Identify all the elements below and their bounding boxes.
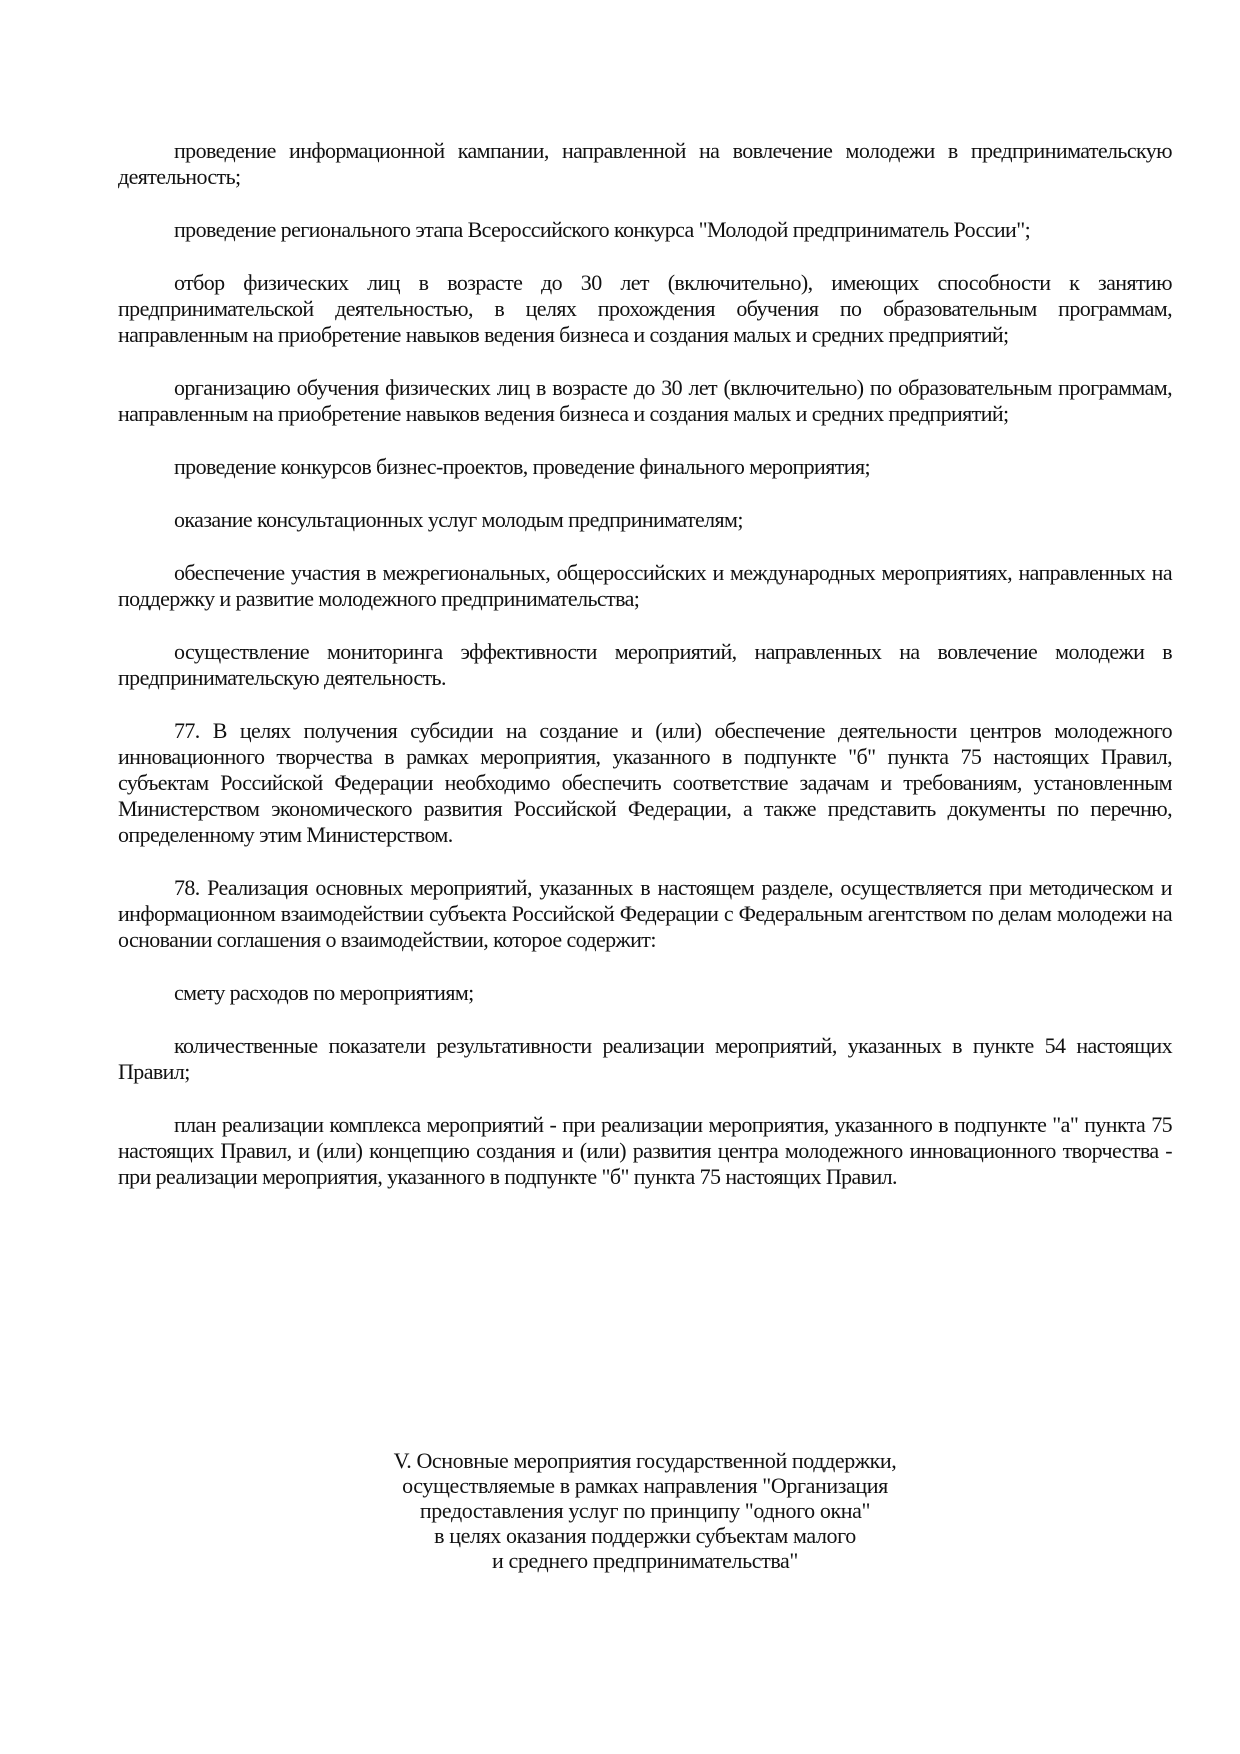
section-heading-line: осуществляемые в рамках направления "Организация	[402, 1473, 888, 1498]
paragraph-regional-contest: проведение регионального этапа Всероссийского конкурса "Молодой предприниматель России";	[174, 217, 1031, 242]
paragraph-selection-individuals: отбор физических лиц в возрасте до 30 лет (включительно), имеющих способности к занятию предпринимательской деятельностью, в целях прохождения обучения по образовательным программам, направленным на приобретение навыков ведения бизнеса и создания малых и средних предприятий;	[118, 270, 1172, 347]
paragraph-implementation-plan: план реализации комплекса мероприятий - при реализации мероприятия, указанного в подпункте "а" пункта 75 настоящих Правил, и (или) концепцию создания и (или) развития центра молодежного инновационного творчества - при реализации мероприятия, указанного в подпункте "б" пункта 75 настоящих Правил.	[118, 1112, 1172, 1189]
paragraph-event-participation: обеспечение участия в межрегиональных, общероссийских и международных мероприятиях, направленных на поддержку и развитие молодежного предпринимательства;	[118, 560, 1172, 611]
section-heading-line: и среднего предпринимательства"	[492, 1548, 798, 1573]
paragraph-monitoring: осуществление мониторинга эффективности мероприятий, направленных на вовлечение молодежи в предпринимательскую деятельность.	[118, 639, 1172, 690]
paragraph-business-project-contests: проведение конкурсов бизнес-проектов, проведение финального мероприятия;	[174, 454, 870, 479]
paragraph-clause-77: 77. В целях получения субсидии на создание и (или) обеспечение деятельности центров молодежного инновационного творчества в рамках мероприятия, указанного в подпункте "б" пункта 75 настоящих Правил, субъектам Российской Федерации необходимо обеспечить соответствие задачам и требованиям, установленным Министерством экономического развития Российской Федерации, а также представить документы по перечню, определенному этим Министерством.	[118, 718, 1172, 847]
paragraph-training-organization: организацию обучения физических лиц в возрасте до 30 лет (включительно) по образовательным программам, направленным на приобретение навыков ведения бизнеса и создания малых и средних предприятий;	[118, 375, 1172, 426]
paragraph-consulting-services: оказание консультационных услуг молодым предпринимателям;	[174, 507, 743, 532]
paragraph-cost-estimate: смету расходов по мероприятиям;	[174, 980, 474, 1005]
section-heading-line: предоставления услуг по принципу "одного окна"	[419, 1498, 871, 1523]
paragraph-quantitative-indicators: количественные показатели результативности реализации мероприятий, указанных в пункте 54 настоящих Правил;	[118, 1033, 1172, 1084]
paragraph-info-campaign: проведение информационной кампании, направленной на вовлечение молодежи в предпринимательскую деятельность;	[118, 138, 1172, 189]
document-body	[118, 138, 1172, 1217]
section-heading-line: V. Основные мероприятия государственной поддержки,	[393, 1448, 897, 1473]
section-heading-line: в целях оказания поддержки субъектам малого	[434, 1523, 856, 1548]
paragraph-clause-78: 78. Реализация основных мероприятий, указанных в настоящем разделе, осуществляется при методическом и информационном взаимодействии субъекта Российской Федерации с Федеральным агентством по делам молодежи на основании соглашения о взаимодействии, которое содержит:	[118, 875, 1172, 952]
section-heading-v	[118, 1448, 1172, 1573]
